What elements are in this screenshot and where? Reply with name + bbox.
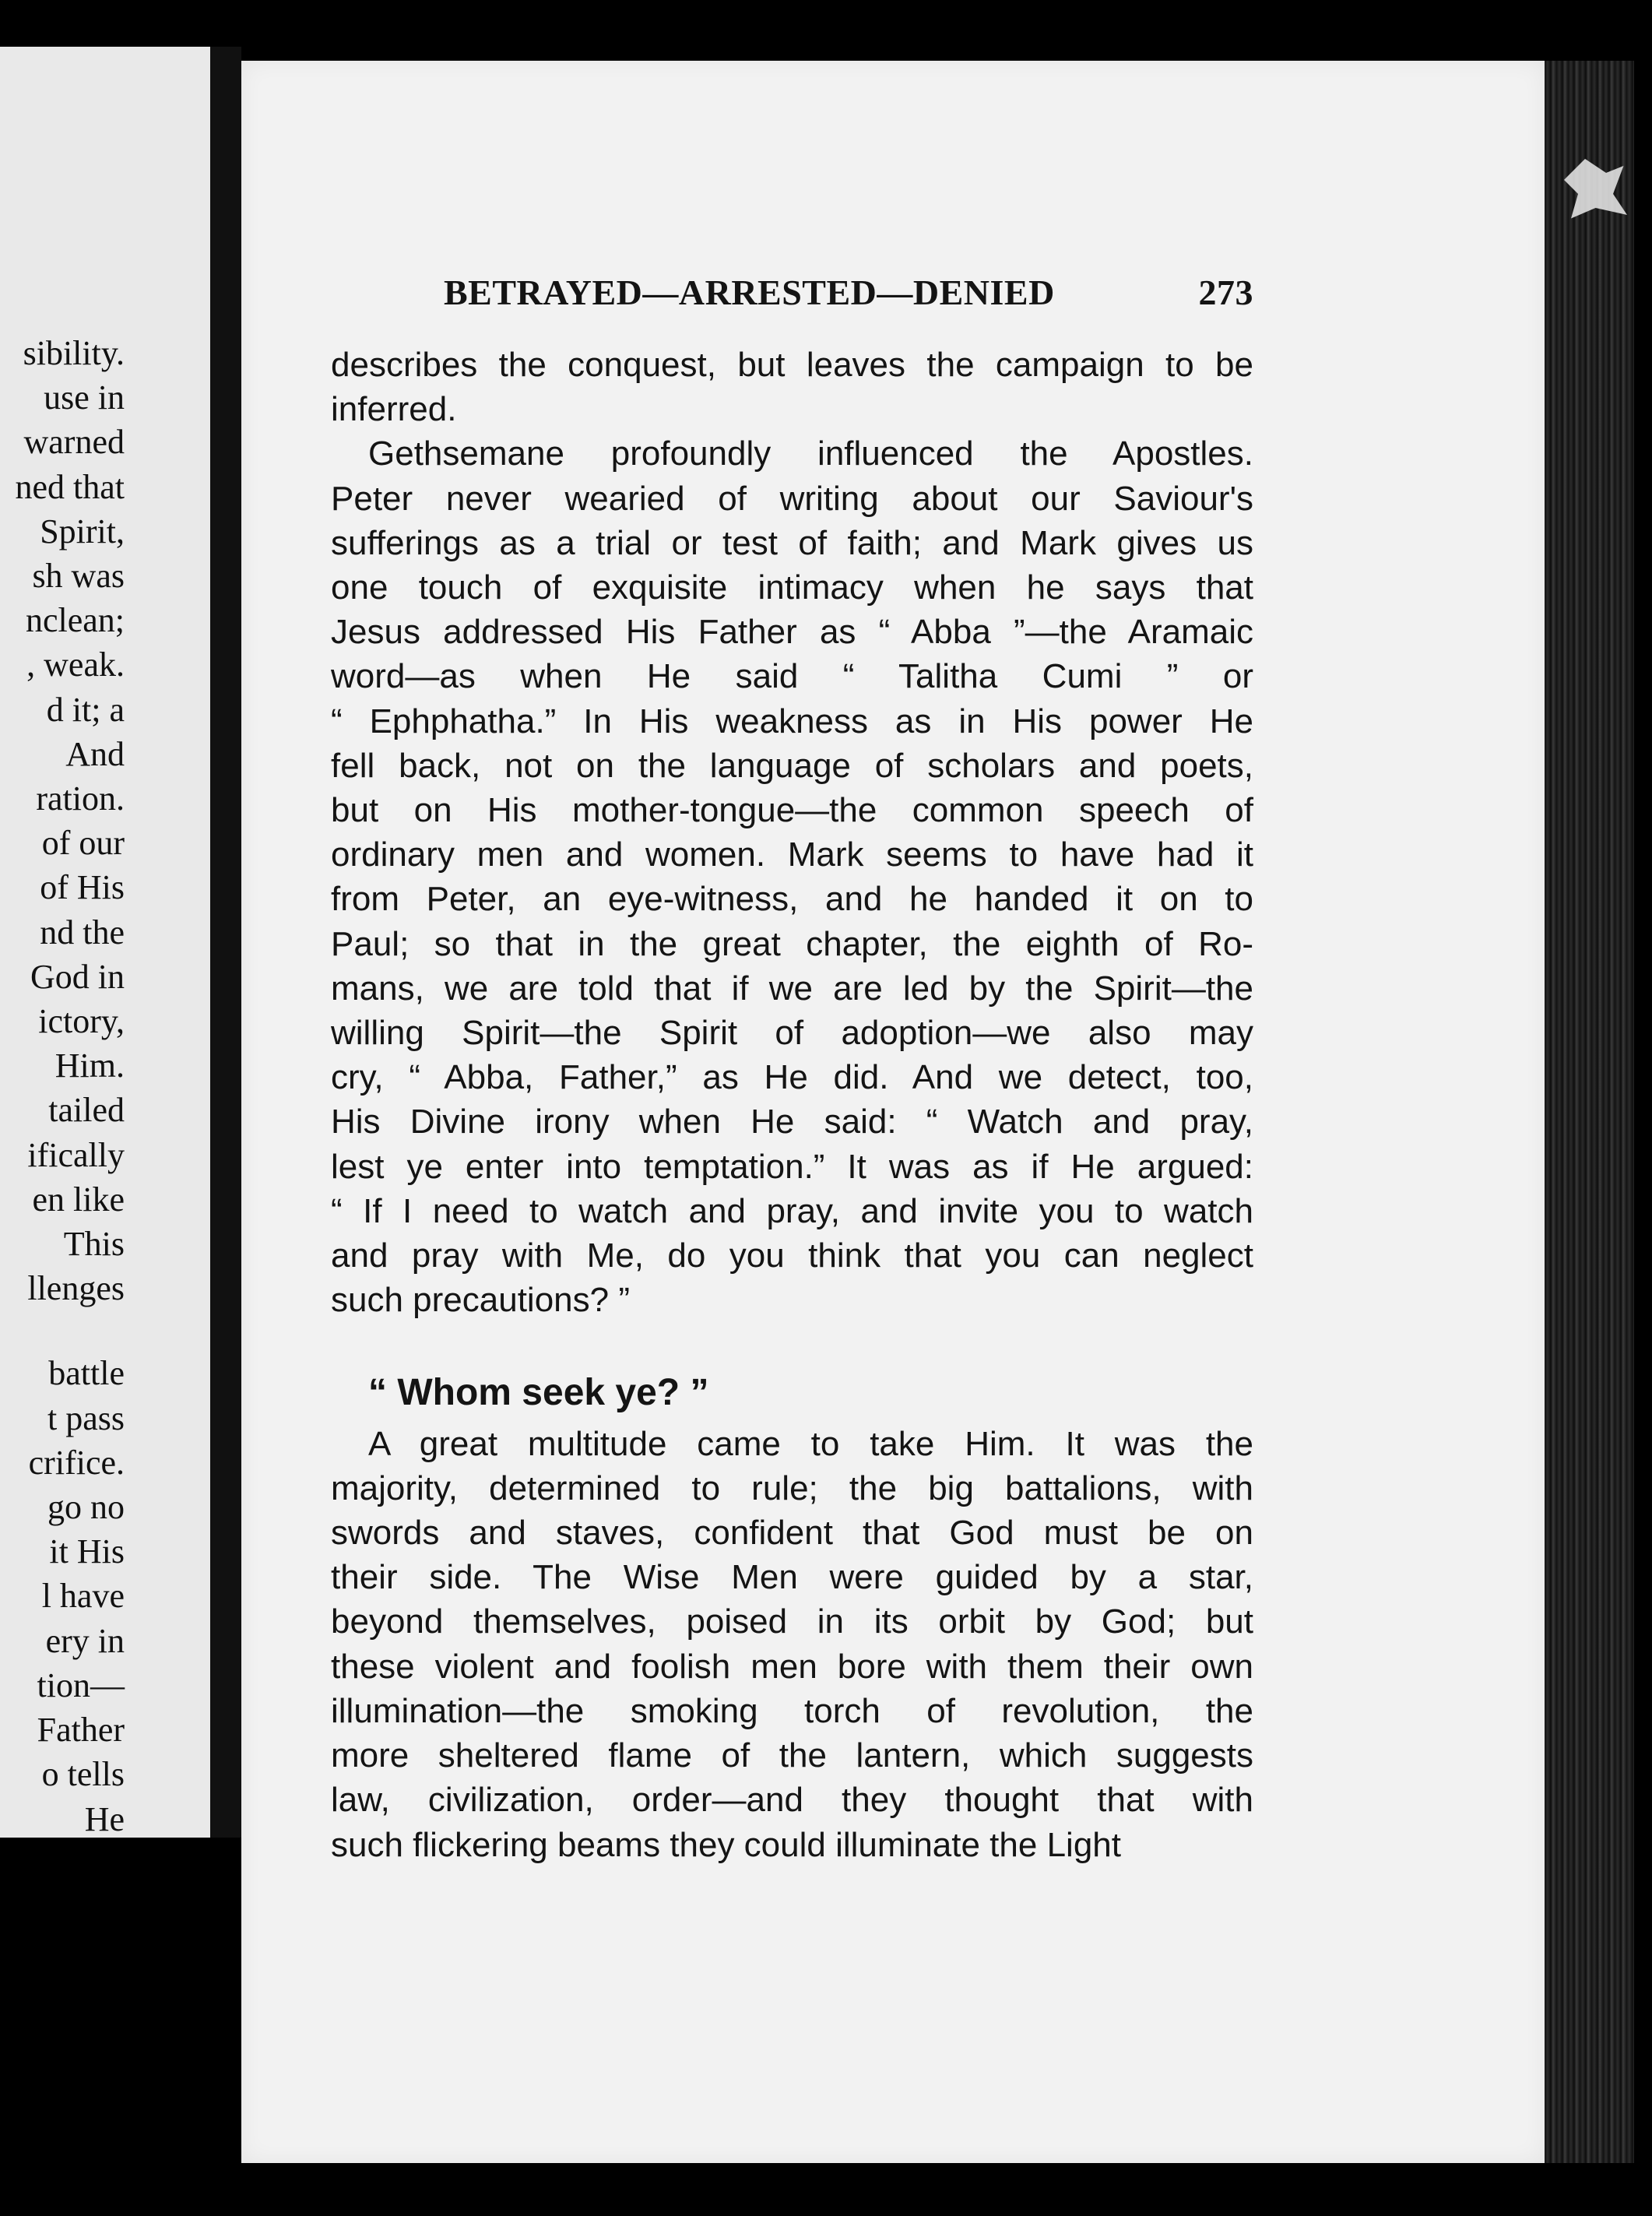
left-page-line: it His [49,1532,125,1571]
left-page-line: of His [40,868,125,907]
left-page-fragment [0,47,210,1838]
left-page-line: sh was [32,557,125,596]
text-line: their side. The Wise Men were guided by a star, [331,1558,1253,1597]
left-page-line: d it; a [46,690,125,729]
paragraph-2 [331,431,1253,1322]
left-page-line: llenges [27,1269,125,1308]
left-page-line: sibility. [23,334,125,372]
page-number: 273 [1198,272,1253,312]
text-line: Peter never wearied of writing about our Saviour's [331,479,1253,518]
left-page-line: go no [47,1488,125,1527]
text-line: cry, “ Abba, Father,” as He did. And we detect, too, [331,1058,1253,1097]
left-page-line: ned that [15,467,125,506]
left-page-line: , weak. [26,645,125,684]
left-page-line: ifically [27,1135,125,1174]
text-line: more sheltered flame of the lantern, which suggests [331,1736,1253,1775]
text-line: beyond themselves, poised in its orbit by God; but [331,1602,1253,1641]
text-line: mans, we are told that if we are led by the Spirit—the [331,969,1253,1008]
left-page-line: en like [32,1180,125,1219]
section-heading: “ Whom seek ye? ” [368,1372,709,1414]
left-page-line: And [65,734,125,773]
text-line: lest ye enter into temptation.” It was as if He argued: [331,1147,1253,1186]
text-line: “ Ephphatha.” In His weakness as in His power He [331,702,1253,740]
left-page-line: tailed [48,1091,125,1130]
text-line: swords and staves, confident that God must be on [331,1514,1253,1553]
text-line: inferred. [331,390,457,429]
left-page-line: He [84,1799,125,1838]
left-page-line: God in [30,957,125,996]
page-edges [1545,61,1634,2163]
left-page-line: nclean; [25,601,125,640]
left-page-line: o tells [41,1755,125,1794]
left-page-line: This [63,1225,125,1264]
paragraph-1 [331,343,1253,431]
body-text [331,343,1253,1867]
left-page-line: crifice. [28,1443,125,1482]
left-page-line: ration. [36,779,125,818]
left-page-line: nd the [40,913,125,951]
left-page-line: ictory, [38,1002,125,1041]
text-line: such flickering beams they could illuminate the Light [331,1825,1121,1864]
text-line: illumination—the smoking torch of revolution, the [331,1691,1253,1730]
running-head [444,269,1253,315]
paragraph-3 [331,1422,1253,1867]
text-line: Gethsemane profoundly influenced the Apostles. [368,434,1253,473]
text-line: Jesus addressed His Father as “ Abba ”—the Aramaic [331,613,1253,652]
left-page-line: battle [48,1354,125,1393]
text-line: one touch of exquisite intimacy when he says that [331,568,1253,607]
running-head-title: BETRAYED—ARRESTED—DENIED [444,272,1055,312]
text-line: describes the conquest, but leaves the campaign to be [331,346,1253,384]
left-page-line: of our [41,824,125,863]
left-page-line: Spirit, [40,512,125,550]
text-line: “ If I need to watch and pray, and invite you to watch [331,1191,1253,1230]
text-line: and pray with Me, do you think that you can neglect [331,1236,1253,1275]
left-page-line: tion— [37,1666,125,1704]
text-line: majority, determined to rule; the big battalions, with [331,1469,1253,1507]
text-line: law, civilization, order—and they thought that with [331,1781,1253,1820]
text-line: such precautions? ” [331,1281,630,1320]
text-line: these violent and foolish men bore with them their own [331,1647,1253,1686]
left-page-line: t pass [47,1398,125,1437]
text-line: ordinary men and women. Mark seems to have had it [331,835,1253,874]
text-line: sufferings as a trial or test of faith; and Mark gives us [331,523,1253,562]
text-line: word—as when He said “ Talitha Cumi ” or [331,657,1253,696]
text-line: His Divine irony when He said: “ Watch and pray, [331,1103,1253,1141]
left-page-line: l have [41,1577,125,1616]
book-gutter [210,47,241,1838]
text-line: A great multitude came to take Him. It was the [368,1424,1253,1463]
left-page-line: Him. [54,1046,125,1085]
left-page-line: Father [37,1711,125,1750]
left-page-line: use in [44,378,125,417]
left-page-line: ery in [45,1621,125,1660]
text-line: fell back, not on the language of scholars and poets, [331,746,1253,785]
text-line: from Peter, an eye-witness, and he handed it on to [331,880,1253,919]
text-line: but on His mother-tongue—the common speech of [331,791,1253,830]
text-line: Paul; so that in the great chapter, the eighth of Ro- [331,924,1253,963]
text-line: willing Spirit—the Spirit of adoption—we also may [331,1014,1253,1053]
left-page-line: warned [23,423,125,462]
left-page-text [15,331,125,1838]
